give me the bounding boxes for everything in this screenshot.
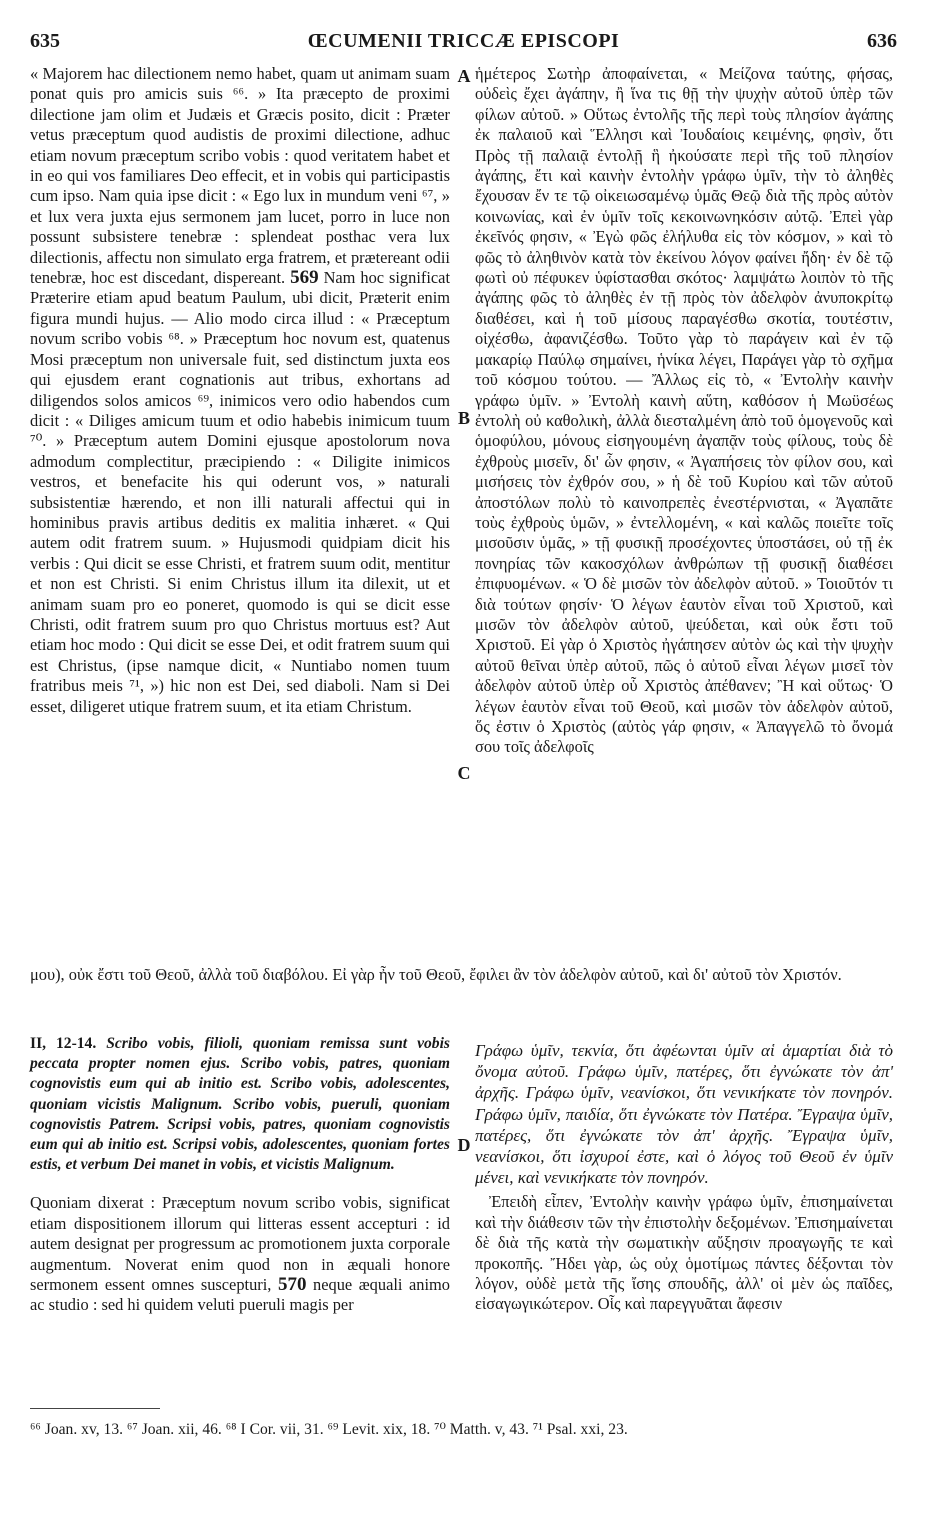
greek-continuation: μου), οὐκ ἔστι τοῦ Θεοῦ, ἀλλὰ τοῦ διαβόλου. Εἰ γὰρ ἦν τοῦ Θεοῦ, ἔφιλει ἂν τὸν ἀδελφὸν αὐτοῦ, καὶ δι' αὐτοῦ τὸν Χριστόν. bbox=[30, 965, 842, 984]
margin-letter-b: B bbox=[457, 408, 470, 428]
latin-column-top bbox=[30, 64, 450, 717]
latin-paragraph: « Majorem hac dilectionem nemo habet, quam ut animam suam ponat quis pro amicis suis ⁶⁶. » Ita præcepto de proximi dilectione jam olim et Judæis et Græcis posito, dicit : Præter vetus præceptum quod audistis de proximi dilectione, adhuc etiam novum præceptum scribo vobis : quod veritatem habet et in eo qui vos familiares Deo effecit, et in vobis qui participastis cum ipso. Nam quia ipse dicit : « Ego lux in mundum veni ⁶⁷, » et lux vera juxta ejus sermonem jam lucet, porro in luce non possunt subsistere tenebræ : splendeat posthac vera lux dilectionis, affectu non simulato erga fratrem, et prætereant odii tenebræ, hoc est discedant, dispereant. bbox=[30, 64, 450, 288]
latin-commentary-text-cont: neque æquali animo ac studio : sed hi quidem veluti pueruli magis per bbox=[30, 1275, 450, 1315]
margin-letter-d: D bbox=[457, 1135, 471, 1155]
footnotes: ⁶⁶ Joan. xv, 13. ⁶⁷ Joan. xii, 46. ⁶⁸ I Cor. vii, 31. ⁶⁹ Levit. xix, 18. ⁷⁰ Matth. v, 43. ⁷¹ Psal. xxi, 23. bbox=[30, 1421, 628, 1438]
page-number-left: 635 bbox=[30, 30, 60, 52]
greek-spanning-line bbox=[30, 965, 893, 985]
latin-commentary-text: Quoniam dixerat : Præceptum novum scribo vobis, significat etiam dispositionem illorum qui litteras essent accepturi : id autem designat per progressum ac promotionem juxta corporale augmentum. Noverat enim quod non in æquali honore sermonem essent omnes suscepturi, bbox=[30, 1193, 450, 1295]
section-number-569: 569 bbox=[290, 267, 319, 289]
latin-column-bottom bbox=[30, 1034, 450, 1316]
greek-commentary: Ἐπειδὴ εἶπεν, Ἐντολὴν καινὴν γράφω ὑμῖν, ἐπισημαίνεται καὶ τὴν διάθεσιν τῶν τὴν ἐπιστολὴν δεξομένων. Ἐπισημαίνεται δὲ διὰ τῆς κατὰ τὴν σωματικὴν αὔξησιν προαγωγῆς τε καὶ προκοπῆς. Ἤδει γὰρ, ὡς οὐχ ὁμοτίμως πάντες δέξονται τὸν λόγον, οὐδὲ μετὰ τῆς ἴσης σπουδῆς, ἀλλ' οἱ μὲν ὡς παῖδες, εἰσαγωγικώτερον. Οἷς καὶ παρεγγυᾶται ἄφεσιν bbox=[475, 1192, 893, 1314]
margin-letter-c: C bbox=[457, 763, 471, 783]
latin-scripture-passage bbox=[30, 1034, 450, 1175]
margin-letter-a: A bbox=[457, 66, 471, 86]
page-number-right: 636 bbox=[867, 30, 897, 52]
page-header bbox=[30, 30, 897, 60]
greek-scripture-passage: Γράφω ὑμῖν, τεκνία, ὅτι ἀφέωνται ὑμῖν αἱ ἁμαρτίαι διὰ τὸ ὄνομα αὐτοῦ. Γράφω ὑμῖν, πατέρες, ὅτι ἐγνώκατε τὸν ἀπ' ἀρχῆς. Γράφω ὑμῖν, νεανίσκοι, ὅτι νενικήκατε τὸν πονηρόν. Γράφω ὑμῖν, παιδία, ὅτι ἐγνώκατε τὸν Πατέρα. Ἔγραψα ὑμῖν, πατέρες, ὅτι ἐγνώκατε τὸν ἀπ' ἀρχῆς. Ἔγραψα ὑμῖν, νεανίσκοι, ὅτι ἰσχυροί ἐστε, καὶ ὁ λόγος τοῦ Θεοῦ ἐν ὑμῖν μένει, καὶ νενικήκατε τὸν πονηρόν. bbox=[475, 1041, 893, 1188]
greek-column-bottom bbox=[475, 1040, 893, 1315]
greek-column-top bbox=[475, 64, 893, 758]
latin-paragraph: Nam hoc significat Præterire etiam apud beatum Paulum, ubi dicit, Præterit enim figura mundi hujus. — Alio modo circa illud : « Præceptum novum scribo vobis ⁶⁸. » Præceptum hoc novum est, quatenus Mosi præceptum non universale fuit, sed distinctum juxta eos qui ejusdem erant cognationis aut tribus, exhortans ad diligendos solos amicos ⁶⁹, inimicos vero odio habendos cum dicit : « Diliges amicum tuum et odio habebis inimicum tuum ⁷⁰. » Præceptum autem Domini ejusque apostolorum nova admodum complectitur, præcipiendo : « Diligite inimicos vestros, et benefacite his qui oderunt vos, » naturali subsistentiæ hærendo, et non illi naturali affectui qui in hominibus pravis artibus deditis ex malitia inhæret. « Qui autem odit fratrem suum. » Hujusmodi quidpiam dicit his verbis : Qui dicit se esse Christi, et fratrem suum odit, mentitur et non est Christi. Si enim Christus illum ita dilexit, ut et animam suam pro eo poneret, quomodo is qui se dicit esse Christi, odit fratrem suum pro quo Christus mortuus est? Aut etiam hoc modo : Qui dicit se esse Dei, et odit fratrem suum qui est Christus, (ipse namque dicit, « Nuntiabo nomen tuum fratribus meis ⁷¹, ») hic non est Dei, sed diaboli. Nam si Dei esset, diligeret utique fratrem suum, et ita etiam Christum. bbox=[30, 268, 450, 716]
latin-scripture-text: Scribo vobis, filioli, quoniam remissa sunt vobis peccata propter nomen ejus. Scribo vobis, patres, quoniam cognovistis eum qui ab initio est. Scribo vobis, adolescentes, quoniam vicistis Malignum. Scribo vobis, pueruli, quoniam cognovistis Patrem. Scripsi vobis, patres, quoniam cognovistis eum qui ab initio est. Scripsi vobis, adolescentes, quoniam fortes estis, et verbum Dei manet in vobis, et vicistis Malignum. bbox=[30, 1035, 450, 1174]
footnote-rule bbox=[30, 1408, 160, 1409]
greek-paragraph: ἡμέτερος Σωτὴρ ἀποφαίνεται, « Μείζονα ταύτης, φήσας, οὐδεὶς ἔχει ἀγάπην, ἢ ἵνα τις θῇ τὴν ψυχὴν αὐτοῦ ὑπὲρ τῶν φίλων αὐτοῦ. » Οὕτως ἐντολῆς τῆς περὶ τοὺς πλησίον ἀγάπης ἐκ παλαιοῦ καὶ Ἕλλησι καὶ Ἰουδαίοις κειμένης, φησὶν, ὅτι Πρὸς τῇ παλαιᾷ ἐντολῇ ἣ ἠκούσατε περὶ τῆς τοῦ πλησίον ἀγάπης, ἔτι καὶ καινὴν ἐντολὴν γράφω ὑμῖν, τὴν τὸ ἀληθὲς ἔχουσαν ἔν τε τῷ οἰκειωσαμένῳ ὑμᾶς Θεῷ διὰ τῆς πρὸς αὐτὸν κοινωνίας, καὶ ἐν ὑμῖν τοῖς κεκοινωνηκόσιν αὐτῷ. Ἐπεὶ γὰρ ἐκεῖνός φησιν, « Ἐγὼ φῶς ἐλήλυθα εἰς τὸν κόσμον, » καὶ τὸ φῶς τὸ ἀληθινὸν κατὰ τὸν ἐκείνου λόγον φαίνει ἤδη· ἐν δὲ τῷ φωτὶ οὐ πέφυκεν ὑφίστασθαι σκότος· λαμψάτω λοιπὸν τὸ τῆς ἀγάπης φῶς τὸ ἀληθὲς ἐν τῇ πρὸς τὸν ἀδελφὸν ἀνυποκρίτῳ διαθέσει, καὶ ἡ τοῦ μίσους παραγέσθω σκοτία, τουτέστιν, οἰχέσθω, ἀφανιζέσθω. Τοῦτο γὰρ τὸ παράγειν καὶ ἐν τῷ μακαρίῳ Παύλῳ σημαίνει, ἡνίκα λέγει, Παράγει γὰρ τὸ σχῆμα τοῦ κόσμου τούτου. — Ἄλλως εἰς τὸ, « Ἐντολὴν καινὴν γράφω ὑμῖν. » Ἐντολὴ καινὴ αὕτη, καθόσον ἡ Μωϋσέως ἐντολὴ οὐ καθολικὴ, ἀλλὰ διεσταλμένη ἀπὸ τοῦ ὁμογενοῦς καὶ ὁμοφύλου, μόνους εἰσηγουμένη ἀγαπᾷν τοὺς φίλους, τοὺς δὲ ἐχθροὺς μισεῖν, δι' ὧν φησιν, « Ἀγαπήσεις τὸν φίλον σου, καὶ μισήσεις τὸν ἐχθρόν σου, » ἡ δὲ τοῦ Κυρίου καὶ τῶν αὐτοῦ ἀποστόλων πολὺ τὸ καινοπρεπὲς ἐνεστέρνισται, « Ἀγαπᾶτε τοὺς ἐχθροὺς ὑμῶν, » ἐντελλομένη, « καὶ καλῶς ποιεῖτε τοῖς μισοῦσιν ὑμᾶς, » τῇ φυσικῇ προσέχοντες ὑποστάσει, οὐ τῇ ἐκ πονηρίας τῶν κακοσχόλων ἀνθρώπων τῇ φυσικῇ διαθέσει ἐπιφυομένων. « Ὁ δὲ μισῶν τὸν ἀδελφὸν αὐτοῦ. » Τοιοῦτόν τι διὰ τούτων φησίν· Ὁ λέγων ἑαυτὸν εἶναι τοῦ Χριστοῦ, καὶ μισῶν τὸν ἀδελφὸν αὐτοῦ, ψεύδεται, καὶ οὐκ ἔστι τοῦ Χριστοῦ. Εἰ γὰρ ὁ Χριστὸς ἠγάπησεν αὐτὸν ὡς καὶ τὴν ψυχὴν αὐτοῦ θεῖναι ὑπὲρ αὐτοῦ, πῶς ὁ αὐτοῦ εἶναι λέγων μισεῖ τὸν ἀδελφὸν αὐτοῦ ὑπὲρ οὗ Χριστὸς ἀπέθανεν; Ἢ καὶ οὕτως· Ὁ λέγων ἑαυτὸν εἶναι τοῦ Θεοῦ, καὶ μισῶν τὸν ἀδελφὸν αὐτοῦ, ὅς ἐστιν ὁ Χριστὸς (αὐτὸς γάρ φησιν, « Ἀπαγγελῶ τὸ ὄνομά σου τοῖς ἀδελφοῖς bbox=[475, 64, 893, 757]
section-number-570: 570 bbox=[277, 1274, 307, 1296]
scripture-reference: II, 12-14. bbox=[30, 1035, 97, 1052]
latin-commentary bbox=[30, 1193, 450, 1315]
running-title: ŒCUMENII TRICCÆ EPISCOPI bbox=[307, 30, 620, 52]
